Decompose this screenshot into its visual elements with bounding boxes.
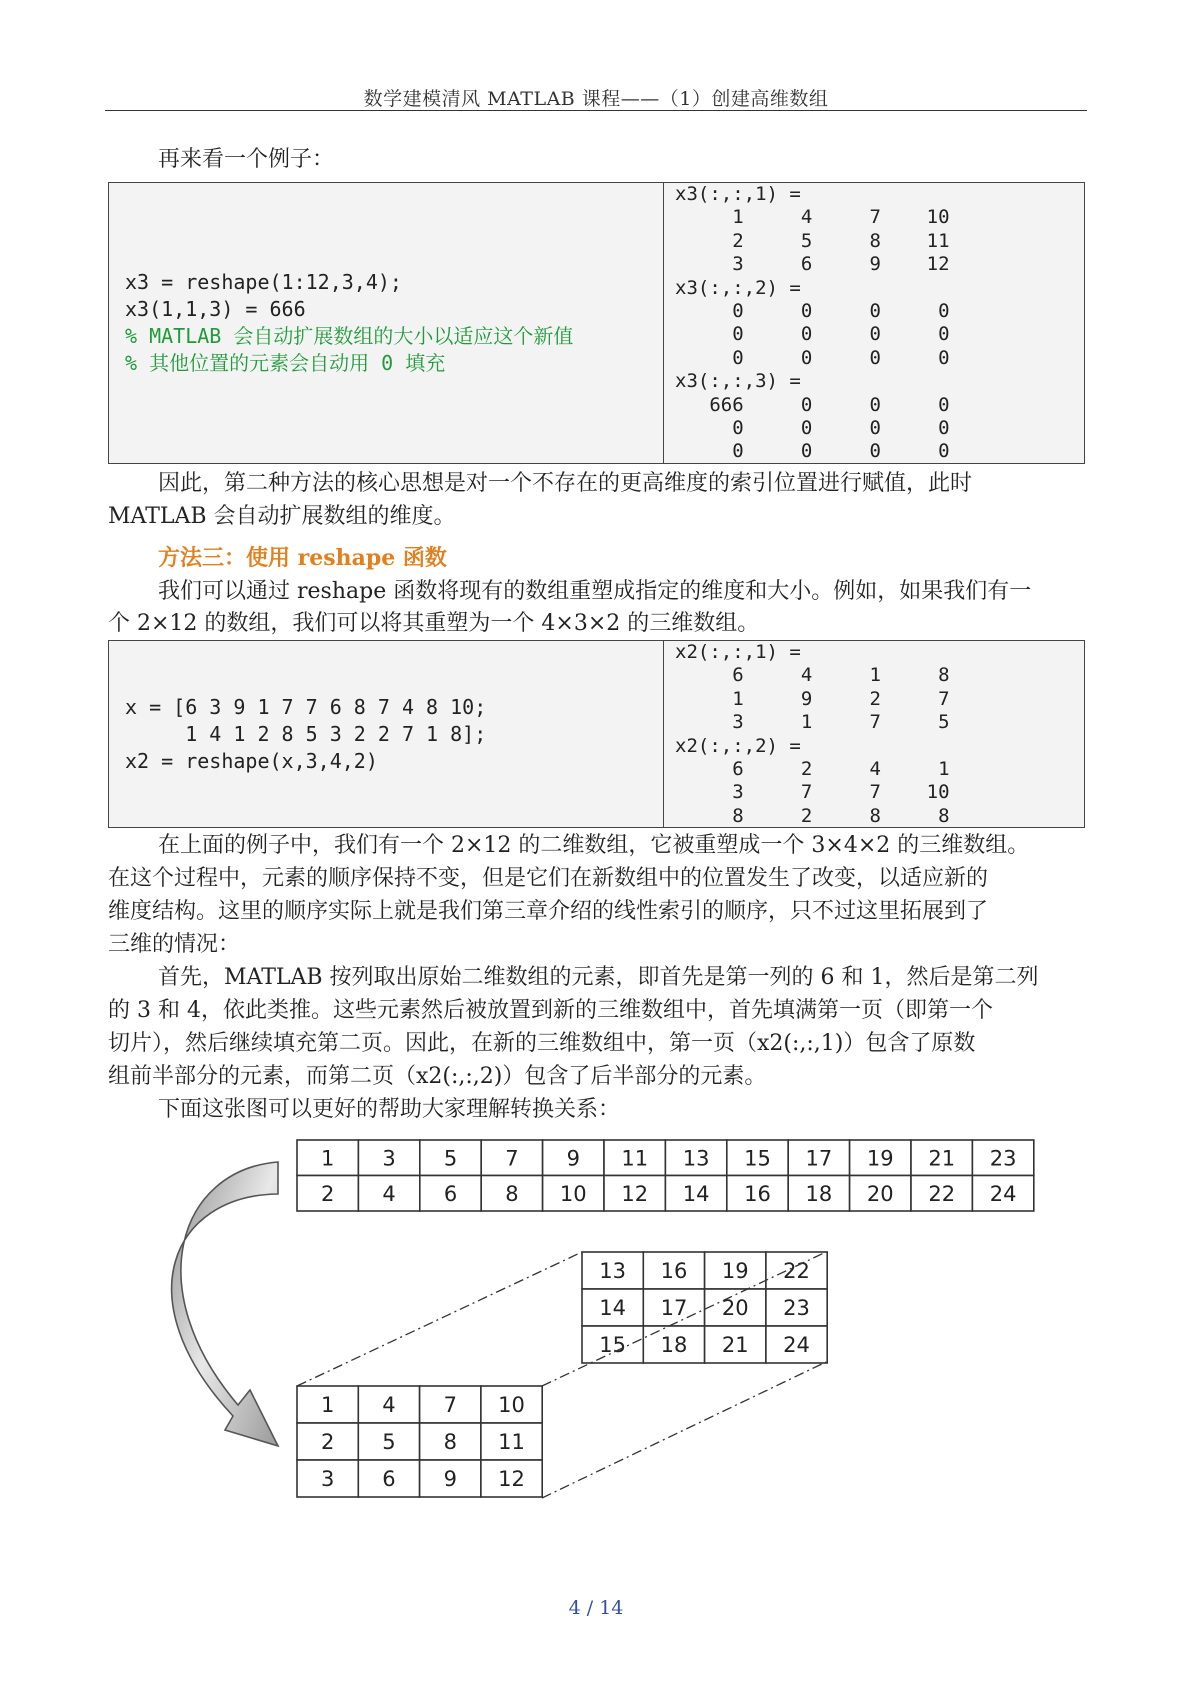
header-rule xyxy=(105,110,1087,111)
para1-line2: MATLAB 会自动扩展数组的维度。 xyxy=(108,504,456,529)
grid-cell-value: 9 xyxy=(443,1467,457,1492)
grid-cell-value: 23 xyxy=(989,1146,1017,1171)
grid-cell-value: 22 xyxy=(928,1181,956,1206)
grid-cell-value: 2 xyxy=(320,1430,335,1455)
code-comment: % MATLAB 会自动扩展数组的大小以适应这个新值 xyxy=(125,324,574,348)
grid-cell-value: 7 xyxy=(443,1393,457,1418)
para3-line: 切片），然后继续填充第二页。因此，在新的三维数组中，第一页（x2(:,:,1)）包含了原数 xyxy=(108,1031,976,1056)
output-line: 0 0 0 0 xyxy=(675,323,950,346)
grid-cell-value: 11 xyxy=(621,1146,649,1171)
code-line: x2 = reshape(x,3,4,2) xyxy=(125,748,378,773)
grid-cell-value: 8 xyxy=(505,1181,519,1206)
grid-cell-value: 20 xyxy=(721,1296,749,1321)
grid-cell-value: 18 xyxy=(660,1333,688,1358)
code-line: x = [6 3 9 1 7 7 6 8 7 4 8 10; xyxy=(125,694,487,719)
para2-line: 三维的情况： xyxy=(108,932,241,957)
grid-cell-value: 19 xyxy=(721,1259,749,1284)
grid-cell-value: 9 xyxy=(566,1146,580,1171)
output-line: 1 4 7 10 xyxy=(675,206,950,229)
grid-cell-value: 16 xyxy=(744,1181,771,1206)
para2-line: 维度结构。这里的顺序实际上就是我们第三章介绍的线性索引的顺序，只不过这里拓展到了 xyxy=(108,899,989,924)
page-number: 4 / 14 xyxy=(568,1597,624,1619)
grid-cell-value: 17 xyxy=(805,1146,833,1171)
page1-3x4-grid xyxy=(297,1386,542,1497)
code-example-2 xyxy=(108,640,1085,828)
method3-line1: 我们可以通过 reshape 函数将现有的数组重塑成指定的维度和大小。例如，如果我们有一 xyxy=(158,579,1032,604)
grid-cell-value: 4 xyxy=(382,1181,396,1206)
grid-cell-value: 14 xyxy=(682,1181,710,1206)
grid-cell-value: 21 xyxy=(928,1146,956,1171)
method3-line2: 个 2×12 的数组，我们可以将其重塑为一个 4×3×2 的三维数组。 xyxy=(108,611,760,636)
output-line: 3 6 9 12 xyxy=(675,253,950,276)
grid-cell-value: 19 xyxy=(866,1146,894,1171)
grid-cell-value: 16 xyxy=(660,1259,688,1284)
output-line: 3 1 7 5 xyxy=(675,711,950,734)
grid-cell-value: 10 xyxy=(498,1393,525,1418)
grid-cell-value: 24 xyxy=(783,1333,810,1358)
grid-cell-value: 7 xyxy=(505,1146,519,1171)
output-line: 6 2 4 1 xyxy=(675,758,950,781)
code-input-2 xyxy=(109,641,664,827)
grid-cell-value: 24 xyxy=(989,1181,1017,1206)
intro-text: 再来看一个例子： xyxy=(158,147,335,172)
code-output-2 xyxy=(675,641,950,828)
grid-cell-value: 1 xyxy=(320,1393,335,1418)
output-line: x2(:,:,1) = xyxy=(675,641,801,663)
para2-line: 在这个过程中，元素的顺序保持不变，但是它们在新数组中的位置发生了改变，以适应新的 xyxy=(108,866,989,891)
code-comment: % 其他位置的元素会自动用 0 填充 xyxy=(125,351,446,375)
code-line: 1 4 1 2 8 5 3 2 2 7 1 8]; xyxy=(125,721,487,746)
output-line: 0 0 0 0 xyxy=(675,346,950,369)
output-line: 0 0 0 0 xyxy=(675,440,950,463)
para1-line1: 因此，第二种方法的核心思想是对一个不存在的更高维度的索引位置进行赋值，此时 xyxy=(158,471,973,496)
output-line: x3(:,:,3) = xyxy=(675,370,801,393)
code-line: x3(1,1,3) = 666 xyxy=(125,297,306,321)
grid-cell-value: 23 xyxy=(783,1296,810,1321)
output-line: x3(:,:,1) = xyxy=(675,183,801,205)
output-line: 6 4 1 8 xyxy=(675,664,950,687)
para4-text: 下面这张图可以更好的帮助大家理解转换关系： xyxy=(158,1097,621,1122)
code-input-1 xyxy=(109,183,664,463)
grid-cell-value: 13 xyxy=(599,1259,627,1284)
grid-cell-value: 15 xyxy=(744,1146,771,1171)
code-example-1 xyxy=(108,182,1085,464)
grid-cell-value: 11 xyxy=(498,1430,525,1455)
grid-cell-value: 5 xyxy=(382,1430,396,1455)
grid-cell-value: 18 xyxy=(805,1181,833,1206)
grid-cell-value: 4 xyxy=(382,1393,396,1418)
output-line: 0 0 0 0 xyxy=(675,417,950,440)
output-line: x3(:,:,2) = xyxy=(675,276,801,299)
top-2x12-grid xyxy=(297,1140,1034,1211)
grid-cell-value: 6 xyxy=(443,1181,458,1206)
para3-line: 组前半部分的元素，而第二页（x2(:,:,2)）包含了后半部分的元素。 xyxy=(108,1064,767,1089)
grid-cell-value: 3 xyxy=(320,1467,335,1492)
grid-cell-value: 17 xyxy=(660,1296,688,1321)
grid-cell-value: 6 xyxy=(382,1467,396,1492)
grid-cell-value: 5 xyxy=(443,1146,458,1171)
grid-cell-value: 20 xyxy=(866,1181,894,1206)
grid-cell-value: 13 xyxy=(682,1146,710,1171)
para2-line: 在上面的例子中，我们有一个 2×12 的二维数组，它被重塑成一个 3×4×2 的三维数组。 xyxy=(158,833,1030,858)
grid-cell-value: 15 xyxy=(599,1333,627,1358)
output-line: 3 7 7 10 xyxy=(675,781,950,804)
grid-cell-value: 21 xyxy=(721,1333,749,1358)
output-line: 666 0 0 0 xyxy=(675,393,950,416)
page-header-title: 数学建模清风 MATLAB 课程——（1）创建高维数组 xyxy=(363,88,829,110)
grid-cell-value: 3 xyxy=(382,1146,396,1171)
curved-arrow-icon xyxy=(172,1162,278,1446)
para3-line: 首先，MATLAB 按列取出原始二维数组的元素，即首先是第一列的 6 和 1，然后是第二列 xyxy=(158,965,1039,990)
grid-cell-value: 12 xyxy=(498,1467,525,1492)
section-heading-method3: 方法三：使用 reshape 函数 xyxy=(158,545,447,571)
grid-cell-value: 10 xyxy=(559,1181,587,1206)
output-line: 1 9 2 7 xyxy=(675,687,950,710)
grid-cell-value: 2 xyxy=(321,1181,335,1206)
output-line: x2(:,:,2) = xyxy=(675,734,801,757)
para3-line: 的 3 和 4，依此类推。这些元素然后被放置到新的三维数组中，首先填满第一页（即第一个 xyxy=(108,998,993,1023)
code-output-1 xyxy=(675,183,950,464)
grid-cell-value: 1 xyxy=(321,1146,335,1171)
grid-cell-value: 12 xyxy=(621,1181,649,1206)
reshape-diagram xyxy=(0,1130,1192,1530)
output-line: 8 2 8 8 xyxy=(675,804,950,827)
code-line: x3 = reshape(1:12,3,4); xyxy=(125,270,402,294)
grid-cell-value: 8 xyxy=(443,1430,457,1455)
output-line: 0 0 0 0 xyxy=(675,300,950,323)
grid-cell-value: 14 xyxy=(599,1296,627,1321)
output-line: 2 5 8 11 xyxy=(675,229,950,252)
grid-cell-value: 22 xyxy=(783,1259,810,1284)
